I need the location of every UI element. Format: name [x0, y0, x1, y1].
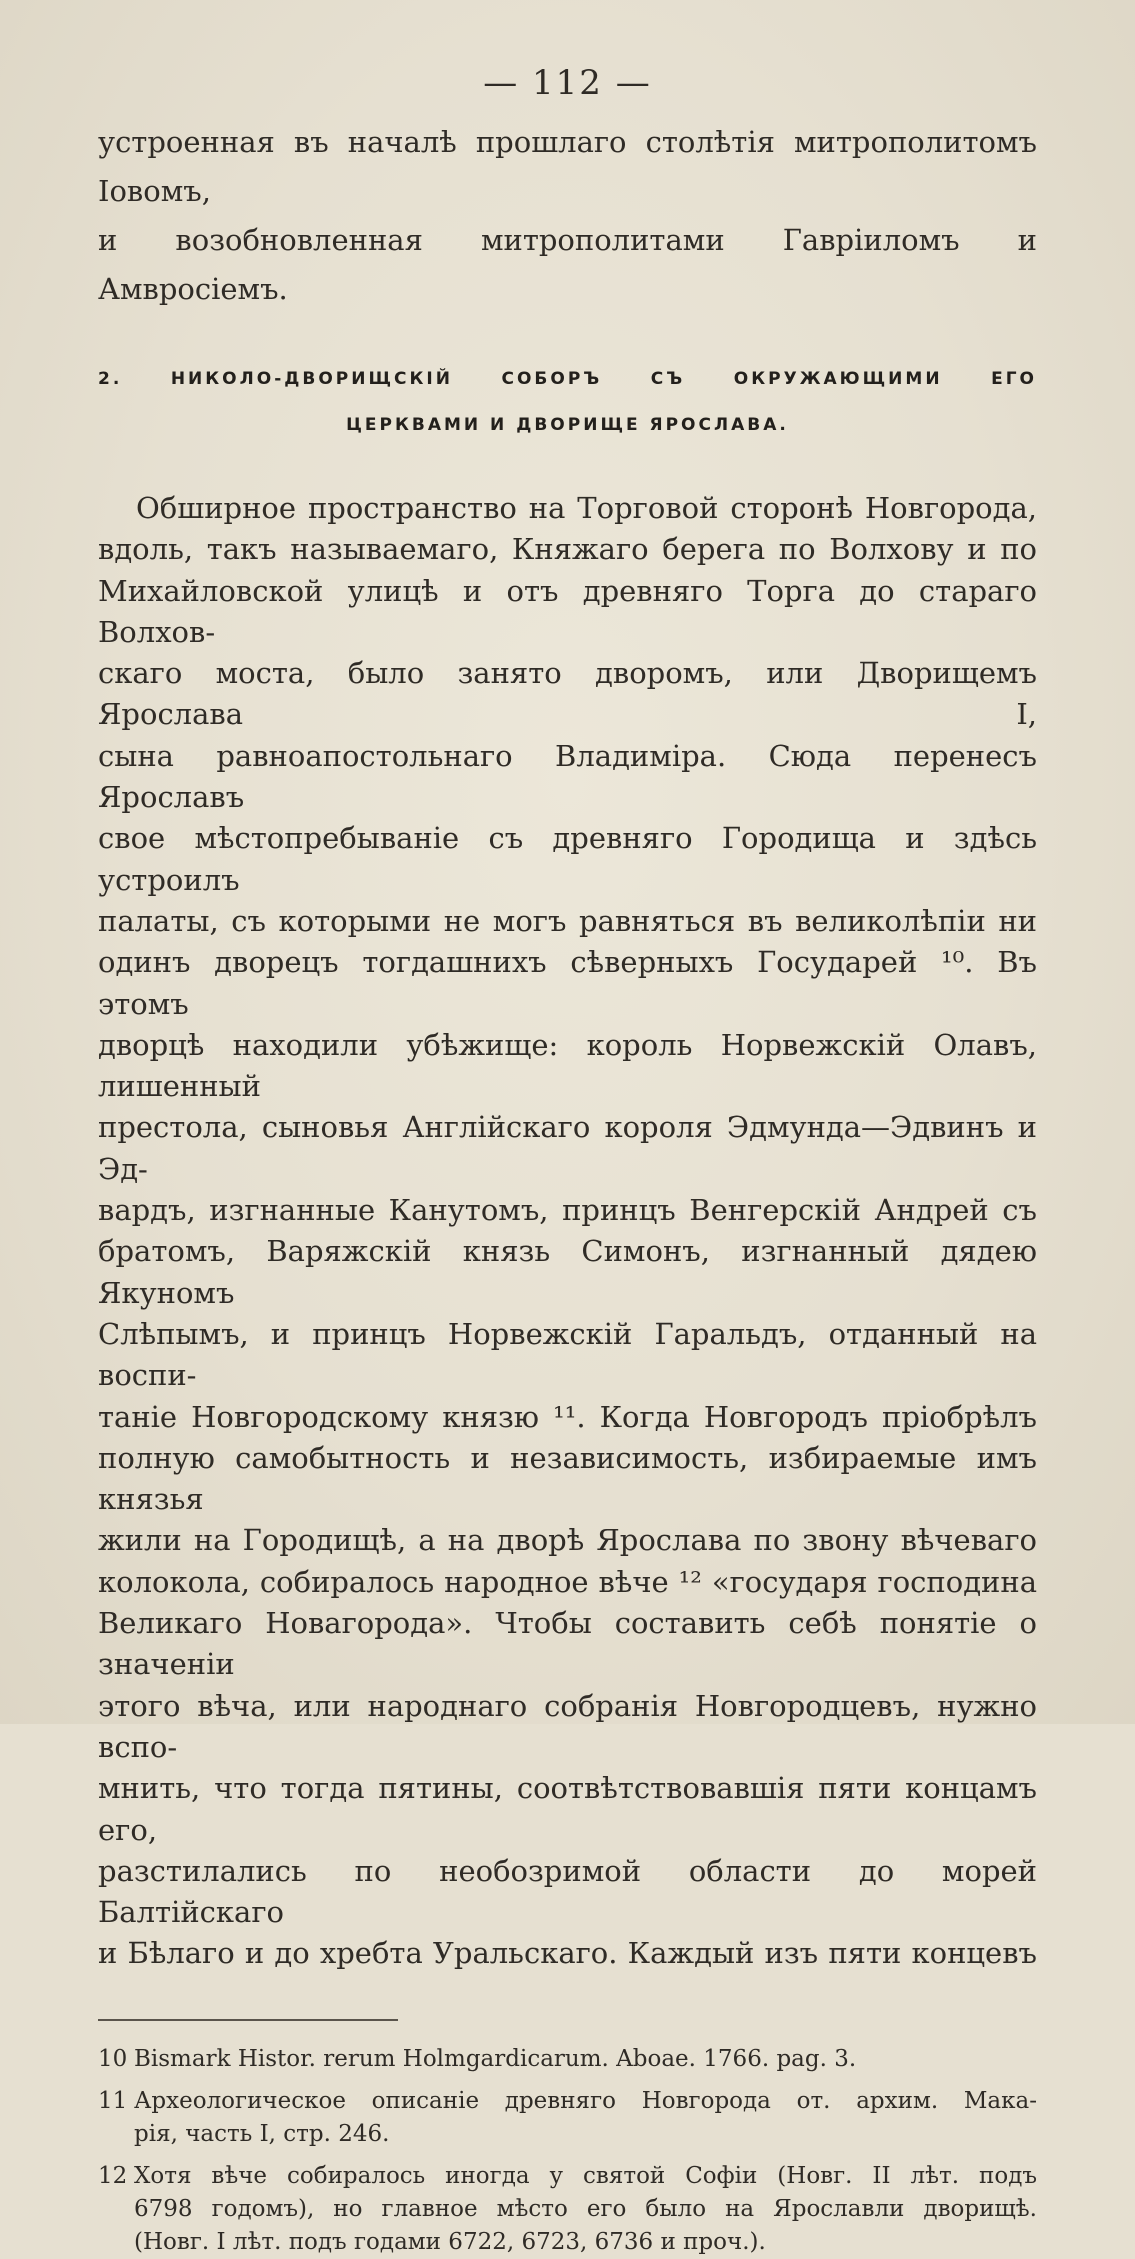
footnote-12	[98, 2160, 1037, 2259]
text-line: и возобновленная митрополитами Гавріиломъ и Амвросіемъ.	[98, 223, 1037, 306]
heading-line: 2. НИКОЛО-ДВОРИЩСКІЙ СОБОРЪ СЪ ОКРУЖАЮЩИМИ ЕГО	[98, 369, 1037, 389]
text-line: мнить, что тогда пятины, соотвѣтствовавшія пяти концамъ его,	[98, 1771, 1037, 1847]
text-line: вардъ, изгнанные Канутомъ, принцъ Венгерскій Андрей съ	[98, 1193, 1037, 1228]
text-line: колокола, собиралось народное вѣче ¹² «государя господина	[98, 1564, 1037, 1599]
text-line: Слѣпымъ, и принцъ Норвежскій Гаральдъ, отданный на воспи-	[98, 1316, 1037, 1393]
text-line: свое мѣстопребываніе съ древняго Городища и здѣсь устроилъ	[98, 821, 1037, 897]
footnote-number: 12	[98, 2162, 128, 2189]
text-line: скаго моста, было занято дворомъ, или Дворищемъ Ярослава I,	[98, 656, 1037, 732]
footnotes	[98, 2043, 1037, 2259]
text-line: вдоль, такъ называемаго, Княжаго берега по Волхову и по	[98, 532, 1037, 567]
footnote-line: Bismark Histor. rerum Holmgardicarum. Aboae. 1766. pag. 3.	[134, 2045, 857, 2072]
text-line: дворцѣ находили убѣжище: король Норвежскій Олавъ, лишенный	[98, 1027, 1037, 1104]
text-line: Михайловской улицѣ и отъ древняго Торга до стараго Волхов-	[98, 573, 1037, 649]
footnote-divider	[98, 2019, 398, 2021]
footnote-10	[98, 2043, 1037, 2076]
footnote-number: 10	[98, 2045, 128, 2072]
text-line: и Бѣлаго и до хребта Уральскаго. Каждый изъ пяти концевъ	[98, 1936, 1037, 1971]
footnote-line: Археологическое описаніе древняго Новгорода от. архим. Мака-	[134, 2087, 1037, 2114]
text-line: палаты, съ которыми не могъ равняться въ великолѣпіи ни	[98, 903, 1037, 938]
text-line: братомъ, Варяжскій князь Симонъ, изгнанный дядею Якуномъ	[98, 1234, 1037, 1310]
text-line: таніе Новгородскому князю ¹¹. Когда Новгородъ пріобрѣлъ	[98, 1399, 1037, 1434]
footnote-line: 6798 годомъ), но главное мѣсто его было на Ярославли дворищѣ.	[134, 2195, 1037, 2222]
footnote-text	[134, 2043, 1037, 2076]
footnote-11	[98, 2085, 1037, 2151]
text-line: сына равноапостольнаго Владиміра. Сюда перенесъ Ярославъ	[98, 738, 1037, 815]
footnote-line: Хотя вѣче собиралось иногда у святой Софіи (Новг. II лѣт. подъ	[134, 2162, 1037, 2189]
section-heading	[98, 356, 1037, 448]
footnote-text	[134, 2085, 1037, 2151]
text-line: полную самобытность и независимость, избираемые имъ князья	[98, 1440, 1037, 1517]
text-line: престола, сыновья Англійскаго короля Эдмунда—Эдвинъ и Эд-	[98, 1110, 1037, 1186]
continued-paragraph	[98, 118, 1037, 314]
page-number: — 112 —	[483, 63, 652, 103]
footnote-text	[134, 2160, 1037, 2259]
footnote-line: рія, часть I, стр. 246.	[134, 2120, 390, 2147]
text-line: Обширное пространство на Торговой сторонѣ Новгорода,	[136, 491, 1037, 525]
text-line: разстилались по необозримой области до морей Балтійскаго	[98, 1853, 1037, 1930]
text-line: устроенная въ началѣ прошлаго столѣтія митрополитомъ Іовомъ,	[98, 125, 1037, 208]
main-paragraph	[98, 488, 1037, 1975]
footnote-line: (Новг. I лѣт. подъ годами 6722, 6723, 6736 и проч.).	[134, 2228, 766, 2255]
text-line: одинъ дворецъ тогдашнихъ сѣверныхъ Государей ¹⁰. Въ этомъ	[98, 945, 1037, 1021]
footnote-number: 11	[98, 2087, 128, 2114]
text-line: этого вѣча, или народнаго собранія Новгородцевъ, нужно вспо-	[98, 1688, 1037, 1764]
text-line: жили на Городищѣ, а на дворѣ Ярослава по звону вѣчеваго	[98, 1523, 1037, 1558]
heading-line: ЦЕРКВАМИ И ДВОРИЩЕ ЯРОСЛАВА.	[346, 415, 789, 435]
text-line: Великаго Новагорода». Чтобы составить себѣ понятіе о значеніи	[98, 1606, 1037, 1682]
